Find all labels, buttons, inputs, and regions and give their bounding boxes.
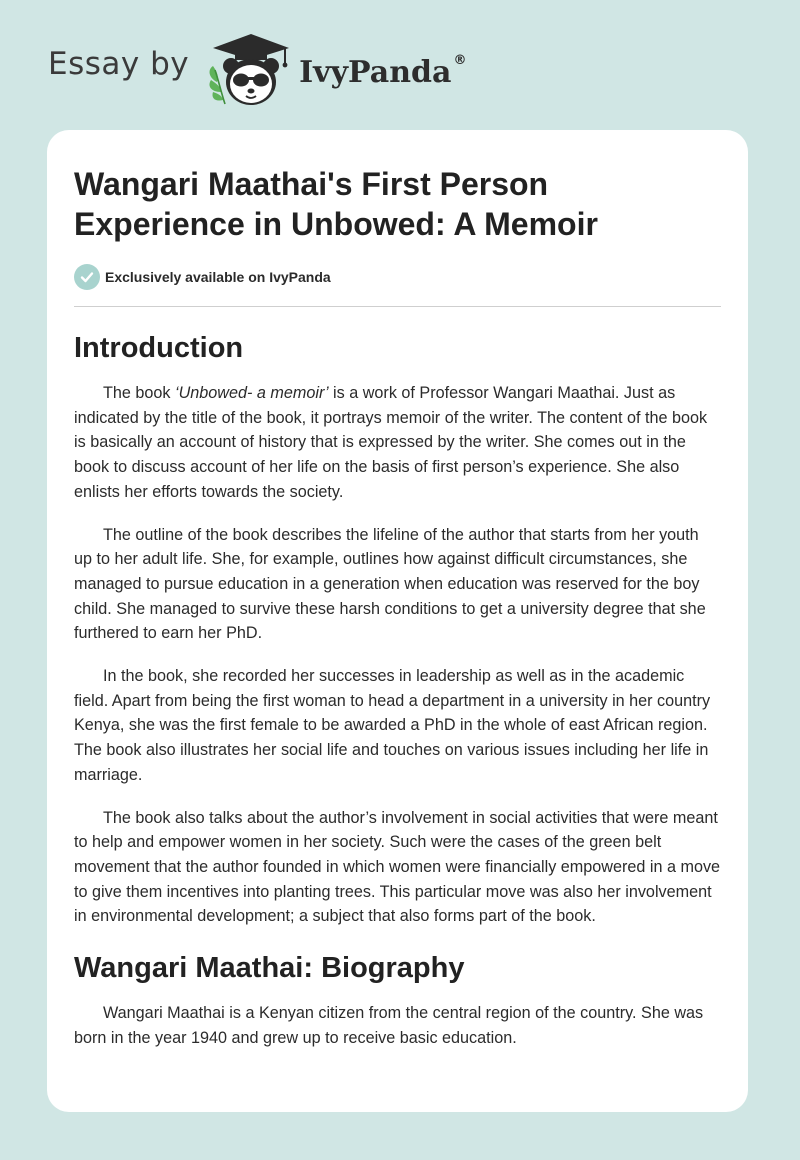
brand-name: IvyPanda <box>299 54 452 90</box>
paragraph-text: The book <box>103 384 175 402</box>
book-title-italic: ‘Unbowed- a memoir’ <box>175 384 329 402</box>
paragraph: In the book, she recorded her successes in leadership as well as in the academic field. Apart from being the first woman to head a department in a university in her country Kenya, she was the first female to be awarded a PhD in the whole of east African region. The book also illustrates her social life and touches on various issues including her life in marriage. <box>74 667 711 784</box>
paragraph: Wangari Maathai is a Kenyan citizen from the central region of the country. She was born in the year 1940 and grew up to receive basic education. <box>74 1004 704 1047</box>
section-heading-biography: Wangari Maathai: Biography <box>74 952 465 985</box>
essay-by-label: Essay by <box>48 46 190 82</box>
paragraph: The book also talks about the author’s involvement in social activities that were meant to help and empower women in her society. Such were the cases of the green belt movement that the author founded in which women were financially empowered in a move to give them incentives into planting trees. This particular move was also her involvement in environmental development; a subject that also forms part of the book. <box>74 808 721 926</box>
paragraph-text: is a work of Professor Wangari Maathai. Just as indicated by the title of the book, it portrays memoir of the writer. The content of the book is basically an account of history that is expressed by the writer. She comes out in the book to discuss account of her life on the basis of first person’s experience. She also enlists her efforts towards the society. <box>74 384 708 501</box>
brand-registered-mark: ® <box>453 52 467 68</box>
section-heading-introduction: Introduction <box>74 332 244 364</box>
exclusive-badge-label: Exclusively available on IvyPanda <box>105 269 331 285</box>
title-divider <box>74 306 721 307</box>
paragraph <box>74 381 721 505</box>
essay-title: Wangari Maathai's First Person Experience in Unbowed: A Memoir <box>74 166 598 242</box>
ivypanda-logo-icon[interactable] <box>203 30 295 110</box>
checkmark-icon <box>74 264 100 290</box>
paragraph: The outline of the book describes the lifeline of the author that starts from her youth up to her adult life. She, for example, outlines how against difficult circumstances, she managed to pursue education in a generation when education was reserved for the boy child. She managed to survive these harsh conditions to get a university degree that she furthered to earn her PhD. <box>74 525 706 643</box>
essay-card <box>47 130 748 1112</box>
exclusive-badge <box>74 264 721 290</box>
site-header <box>48 30 466 110</box>
